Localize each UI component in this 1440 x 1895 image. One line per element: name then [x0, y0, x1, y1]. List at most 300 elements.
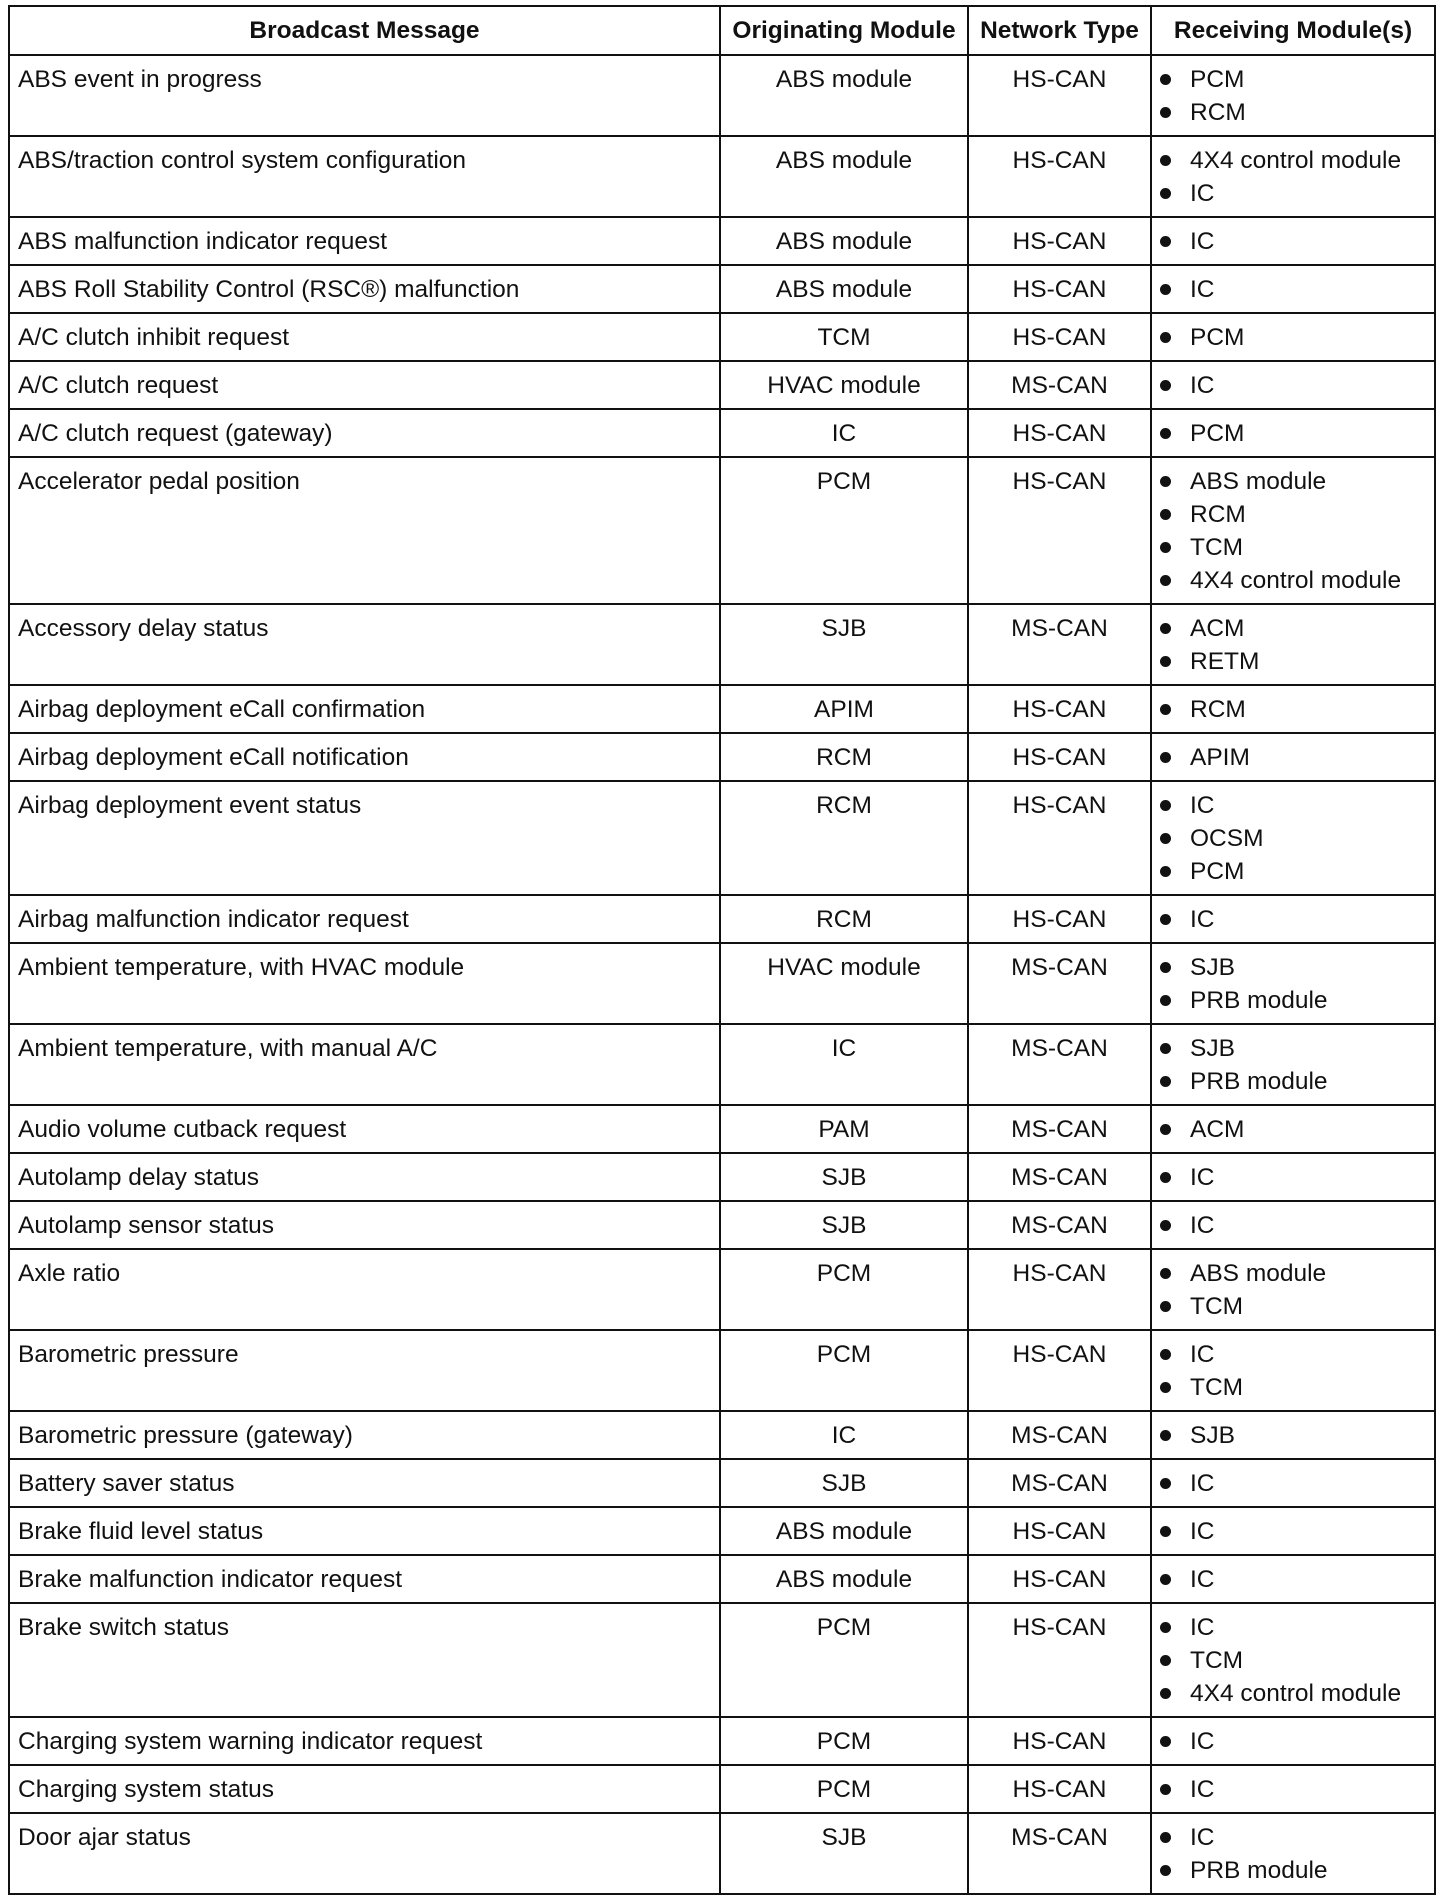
- bullet-icon: [1160, 575, 1171, 586]
- network-type-cell: HS-CAN: [968, 1555, 1151, 1603]
- table-row: [9, 361, 1435, 409]
- broadcast-message-cell: Accelerator pedal position: [9, 457, 720, 604]
- bullet-icon: [1160, 752, 1171, 763]
- receiving-module-label: RETM: [1190, 648, 1260, 675]
- table-row: [9, 1507, 1435, 1555]
- list-item: [1160, 1290, 1426, 1323]
- receiving-module-list: [1160, 693, 1426, 726]
- bullet-icon: [1160, 380, 1171, 391]
- network-type-cell: HS-CAN: [968, 1249, 1151, 1330]
- table-row: [9, 685, 1435, 733]
- list-item: [1160, 1338, 1426, 1371]
- receiving-module-list: [1160, 1161, 1426, 1194]
- receiving-module-list: [1160, 144, 1426, 210]
- network-type-cell: MS-CAN: [968, 1201, 1151, 1249]
- receiving-module-label: IC: [1190, 1614, 1215, 1641]
- table-row: [9, 136, 1435, 217]
- table-row: [9, 55, 1435, 136]
- receiving-module-label: PRB module: [1190, 1857, 1328, 1884]
- list-item: [1160, 564, 1426, 597]
- receiving-module-list: [1160, 1209, 1426, 1242]
- receiving-module-list: [1160, 1563, 1426, 1596]
- originating-module-cell: SJB: [720, 1153, 968, 1201]
- originating-module-cell: RCM: [720, 733, 968, 781]
- network-type-cell: HS-CAN: [968, 313, 1151, 361]
- receiving-module-label: PRB module: [1190, 987, 1328, 1014]
- receiving-module-label: 4X4 control module: [1190, 1680, 1402, 1707]
- bullet-icon: [1160, 866, 1171, 877]
- list-item: [1160, 177, 1426, 210]
- receiving-module-list: [1160, 321, 1426, 354]
- network-type-cell: MS-CAN: [968, 1153, 1151, 1201]
- bullet-icon: [1160, 1430, 1171, 1441]
- broadcast-message-cell: ABS malfunction indicator request: [9, 217, 720, 265]
- receiving-modules-cell: [1151, 1024, 1435, 1105]
- network-type-cell: MS-CAN: [968, 604, 1151, 685]
- bullet-icon: [1160, 1736, 1171, 1747]
- list-item: [1160, 1065, 1426, 1098]
- originating-module-cell: TCM: [720, 313, 968, 361]
- originating-module-cell: ABS module: [720, 265, 968, 313]
- receiving-module-label: ABS module: [1190, 468, 1327, 495]
- list-item: [1160, 1725, 1426, 1758]
- network-type-cell: HS-CAN: [968, 1330, 1151, 1411]
- bullet-icon: [1160, 1124, 1171, 1135]
- bullet-icon: [1160, 1688, 1171, 1699]
- broadcast-message-cell: Accessory delay status: [9, 604, 720, 685]
- receiving-module-label: PRB module: [1190, 1068, 1328, 1095]
- broadcast-message-cell: Airbag malfunction indicator request: [9, 895, 720, 943]
- receiving-module-label: IC: [1190, 1566, 1215, 1593]
- originating-module-cell: IC: [720, 1024, 968, 1105]
- list-item: [1160, 321, 1426, 354]
- bullet-icon: [1160, 428, 1171, 439]
- receiving-modules-cell: [1151, 217, 1435, 265]
- bullet-icon: [1160, 623, 1171, 634]
- bullet-icon: [1160, 1832, 1171, 1843]
- table-row: [9, 1603, 1435, 1717]
- receiving-module-label: IC: [1190, 1470, 1215, 1497]
- receiving-module-label: IC: [1190, 1518, 1215, 1545]
- originating-module-cell: HVAC module: [720, 361, 968, 409]
- receiving-module-list: [1160, 417, 1426, 450]
- bullet-icon: [1160, 1784, 1171, 1795]
- receiving-module-label: ACM: [1190, 615, 1245, 642]
- receiving-module-label: RCM: [1190, 99, 1246, 126]
- originating-module-cell: IC: [720, 1411, 968, 1459]
- originating-module-cell: PCM: [720, 457, 968, 604]
- bullet-icon: [1160, 1172, 1171, 1183]
- bullet-icon: [1160, 704, 1171, 715]
- list-item: [1160, 1821, 1426, 1854]
- receiving-module-label: OCSM: [1190, 825, 1264, 852]
- header-broadcast-message: Broadcast Message: [9, 6, 720, 55]
- receiving-module-label: IC: [1190, 372, 1215, 399]
- table-row: [9, 1105, 1435, 1153]
- receiving-module-list: [1160, 1515, 1426, 1548]
- bullet-icon: [1160, 1043, 1171, 1054]
- broadcast-message-cell: Ambient temperature, with HVAC module: [9, 943, 720, 1024]
- receiving-modules-cell: [1151, 265, 1435, 313]
- list-item: [1160, 1209, 1426, 1242]
- originating-module-cell: ABS module: [720, 1507, 968, 1555]
- network-type-cell: HS-CAN: [968, 895, 1151, 943]
- bullet-icon: [1160, 914, 1171, 925]
- bullet-icon: [1160, 284, 1171, 295]
- receiving-module-label: PCM: [1190, 858, 1245, 885]
- bullet-icon: [1160, 1622, 1171, 1633]
- originating-module-cell: ABS module: [720, 1555, 968, 1603]
- receiving-module-label: 4X4 control module: [1190, 567, 1402, 594]
- list-item: [1160, 1257, 1426, 1290]
- receiving-module-label: TCM: [1190, 534, 1244, 561]
- broadcast-message-cell: Barometric pressure (gateway): [9, 1411, 720, 1459]
- table-row: [9, 733, 1435, 781]
- broadcast-message-cell: Brake fluid level status: [9, 1507, 720, 1555]
- receiving-modules-cell: [1151, 1603, 1435, 1717]
- bullet-icon: [1160, 1382, 1171, 1393]
- bullet-icon: [1160, 155, 1171, 166]
- table-row: [9, 781, 1435, 895]
- receiving-modules-cell: [1151, 1507, 1435, 1555]
- receiving-modules-cell: [1151, 361, 1435, 409]
- list-item: [1160, 273, 1426, 306]
- broadcast-message-cell: Barometric pressure: [9, 1330, 720, 1411]
- receiving-module-label: TCM: [1190, 1293, 1244, 1320]
- receiving-module-label: RCM: [1190, 501, 1246, 528]
- table-row: [9, 1201, 1435, 1249]
- receiving-modules-cell: [1151, 1249, 1435, 1330]
- receiving-module-label: IC: [1190, 906, 1215, 933]
- broadcast-message-cell: Axle ratio: [9, 1249, 720, 1330]
- network-type-cell: MS-CAN: [968, 1411, 1151, 1459]
- receiving-modules-cell: [1151, 136, 1435, 217]
- originating-module-cell: ABS module: [720, 136, 968, 217]
- bullet-icon: [1160, 833, 1171, 844]
- receiving-modules-cell: [1151, 895, 1435, 943]
- table-row: [9, 1153, 1435, 1201]
- network-type-cell: HS-CAN: [968, 409, 1151, 457]
- table-row: [9, 604, 1435, 685]
- bullet-icon: [1160, 1478, 1171, 1489]
- receiving-module-list: [1160, 225, 1426, 258]
- receiving-module-list: [1160, 1467, 1426, 1500]
- originating-module-cell: SJB: [720, 1813, 968, 1894]
- broadcast-message-cell: Audio volume cutback request: [9, 1105, 720, 1153]
- broadcast-message-cell: Brake malfunction indicator request: [9, 1555, 720, 1603]
- bullet-icon: [1160, 1301, 1171, 1312]
- list-item: [1160, 369, 1426, 402]
- bullet-icon: [1160, 1349, 1171, 1360]
- network-type-cell: HS-CAN: [968, 781, 1151, 895]
- list-item: [1160, 1611, 1426, 1644]
- receiving-module-list: [1160, 63, 1426, 129]
- list-item: [1160, 1371, 1426, 1404]
- receiving-module-list: [1160, 1113, 1426, 1146]
- originating-module-cell: PCM: [720, 1249, 968, 1330]
- broadcast-message-cell: ABS event in progress: [9, 55, 720, 136]
- broadcast-message-cell: A/C clutch request (gateway): [9, 409, 720, 457]
- list-item: [1160, 63, 1426, 96]
- receiving-module-label: IC: [1190, 1824, 1215, 1851]
- receiving-module-label: ABS module: [1190, 1260, 1327, 1287]
- list-item: [1160, 1563, 1426, 1596]
- receiving-module-label: IC: [1190, 792, 1215, 819]
- header-row: [9, 6, 1435, 55]
- receiving-modules-cell: [1151, 409, 1435, 457]
- list-item: [1160, 1032, 1426, 1065]
- table-row: [9, 1411, 1435, 1459]
- receiving-module-list: [1160, 1257, 1426, 1323]
- bullet-icon: [1160, 542, 1171, 553]
- list-item: [1160, 693, 1426, 726]
- receiving-module-list: [1160, 1725, 1426, 1758]
- receiving-module-list: [1160, 951, 1426, 1017]
- bullet-icon: [1160, 1655, 1171, 1666]
- network-type-cell: HS-CAN: [968, 1765, 1151, 1813]
- network-type-cell: HS-CAN: [968, 55, 1151, 136]
- bullet-icon: [1160, 236, 1171, 247]
- originating-module-cell: HVAC module: [720, 943, 968, 1024]
- receiving-module-label: PCM: [1190, 324, 1245, 351]
- receiving-modules-cell: [1151, 55, 1435, 136]
- list-item: [1160, 225, 1426, 258]
- receiving-module-list: [1160, 789, 1426, 888]
- list-item: [1160, 903, 1426, 936]
- list-item: [1160, 1467, 1426, 1500]
- receiving-modules-cell: [1151, 781, 1435, 895]
- receiving-module-label: SJB: [1190, 954, 1235, 981]
- list-item: [1160, 741, 1426, 774]
- list-item: [1160, 417, 1426, 450]
- receiving-module-label: TCM: [1190, 1647, 1244, 1674]
- broadcast-message-cell: ABS/traction control system configuration: [9, 136, 720, 217]
- bullet-icon: [1160, 476, 1171, 487]
- table-body: [9, 55, 1435, 1894]
- originating-module-cell: PCM: [720, 1603, 968, 1717]
- receiving-module-label: IC: [1190, 1341, 1215, 1368]
- receiving-module-label: PCM: [1190, 66, 1245, 93]
- network-type-cell: MS-CAN: [968, 1459, 1151, 1507]
- list-item: [1160, 144, 1426, 177]
- header-network-type: Network Type: [968, 6, 1151, 55]
- broadcast-message-cell: Battery saver status: [9, 1459, 720, 1507]
- bullet-icon: [1160, 962, 1171, 973]
- originating-module-cell: SJB: [720, 604, 968, 685]
- receiving-modules-cell: [1151, 1201, 1435, 1249]
- broadcast-message-cell: Autolamp delay status: [9, 1153, 720, 1201]
- table-row: [9, 1717, 1435, 1765]
- broadcast-message-cell: A/C clutch request: [9, 361, 720, 409]
- network-type-cell: MS-CAN: [968, 1024, 1151, 1105]
- bullet-icon: [1160, 332, 1171, 343]
- originating-module-cell: APIM: [720, 685, 968, 733]
- receiving-modules-cell: [1151, 1813, 1435, 1894]
- bullet-icon: [1160, 509, 1171, 520]
- receiving-module-list: [1160, 1611, 1426, 1710]
- list-item: [1160, 531, 1426, 564]
- list-item: [1160, 1644, 1426, 1677]
- list-item: [1160, 822, 1426, 855]
- list-item: [1160, 465, 1426, 498]
- receiving-modules-cell: [1151, 1459, 1435, 1507]
- broadcast-message-cell: Airbag deployment event status: [9, 781, 720, 895]
- table-row: [9, 943, 1435, 1024]
- receiving-modules-cell: [1151, 1717, 1435, 1765]
- list-item: [1160, 1419, 1426, 1452]
- list-item: [1160, 96, 1426, 129]
- broadcast-message-cell: A/C clutch inhibit request: [9, 313, 720, 361]
- network-type-cell: HS-CAN: [968, 217, 1151, 265]
- bullet-icon: [1160, 1526, 1171, 1537]
- receiving-module-label: ACM: [1190, 1116, 1245, 1143]
- table-row: [9, 409, 1435, 457]
- originating-module-cell: IC: [720, 409, 968, 457]
- receiving-modules-cell: [1151, 604, 1435, 685]
- list-item: [1160, 645, 1426, 678]
- list-item: [1160, 1161, 1426, 1194]
- list-item: [1160, 855, 1426, 888]
- table-row: [9, 313, 1435, 361]
- table-row: [9, 457, 1435, 604]
- receiving-module-list: [1160, 273, 1426, 306]
- list-item: [1160, 1677, 1426, 1710]
- table-row: [9, 1024, 1435, 1105]
- receiving-modules-cell: [1151, 457, 1435, 604]
- receiving-module-list: [1160, 1338, 1426, 1404]
- list-item: [1160, 1515, 1426, 1548]
- receiving-module-list: [1160, 1821, 1426, 1887]
- table-row: [9, 1765, 1435, 1813]
- receiving-module-label: IC: [1190, 1776, 1215, 1803]
- receiving-module-label: IC: [1190, 1212, 1215, 1239]
- originating-module-cell: SJB: [720, 1459, 968, 1507]
- receiving-modules-cell: [1151, 1765, 1435, 1813]
- network-type-cell: MS-CAN: [968, 943, 1151, 1024]
- receiving-module-list: [1160, 1032, 1426, 1098]
- originating-module-cell: RCM: [720, 895, 968, 943]
- receiving-modules-cell: [1151, 1411, 1435, 1459]
- list-item: [1160, 1113, 1426, 1146]
- originating-module-cell: SJB: [720, 1201, 968, 1249]
- network-type-cell: HS-CAN: [968, 733, 1151, 781]
- receiving-modules-cell: [1151, 1330, 1435, 1411]
- network-type-cell: HS-CAN: [968, 1603, 1151, 1717]
- broadcast-message-cell: Autolamp sensor status: [9, 1201, 720, 1249]
- receiving-module-label: PCM: [1190, 420, 1245, 447]
- receiving-module-label: IC: [1190, 276, 1215, 303]
- receiving-module-label: IC: [1190, 228, 1215, 255]
- receiving-module-label: 4X4 control module: [1190, 147, 1402, 174]
- bullet-icon: [1160, 1865, 1171, 1876]
- bullet-icon: [1160, 800, 1171, 811]
- receiving-modules-cell: [1151, 943, 1435, 1024]
- broadcast-message-cell: Charging system warning indicator request: [9, 1717, 720, 1765]
- originating-module-cell: PCM: [720, 1765, 968, 1813]
- broadcast-message-cell: Airbag deployment eCall notification: [9, 733, 720, 781]
- bullet-icon: [1160, 1574, 1171, 1585]
- bullet-icon: [1160, 1220, 1171, 1231]
- bullet-icon: [1160, 74, 1171, 85]
- bullet-icon: [1160, 188, 1171, 199]
- receiving-module-list: [1160, 465, 1426, 597]
- receiving-modules-cell: [1151, 685, 1435, 733]
- receiving-module-label: RCM: [1190, 696, 1246, 723]
- receiving-module-list: [1160, 612, 1426, 678]
- list-item: [1160, 984, 1426, 1017]
- receiving-module-label: TCM: [1190, 1374, 1244, 1401]
- broadcast-message-cell: Door ajar status: [9, 1813, 720, 1894]
- broadcast-message-cell: Brake switch status: [9, 1603, 720, 1717]
- list-item: [1160, 1854, 1426, 1887]
- list-item: [1160, 789, 1426, 822]
- receiving-module-list: [1160, 741, 1426, 774]
- receiving-module-label: IC: [1190, 180, 1215, 207]
- originating-module-cell: PCM: [720, 1330, 968, 1411]
- network-type-cell: HS-CAN: [968, 457, 1151, 604]
- table-row: [9, 1813, 1435, 1894]
- receiving-modules-cell: [1151, 313, 1435, 361]
- table-row: [9, 265, 1435, 313]
- receiving-module-label: APIM: [1190, 744, 1250, 771]
- bullet-icon: [1160, 995, 1171, 1006]
- list-item: [1160, 951, 1426, 984]
- network-type-cell: MS-CAN: [968, 1813, 1151, 1894]
- table-row: [9, 217, 1435, 265]
- table-row: [9, 1330, 1435, 1411]
- bullet-icon: [1160, 1076, 1171, 1087]
- receiving-modules-cell: [1151, 1153, 1435, 1201]
- network-type-cell: HS-CAN: [968, 685, 1151, 733]
- receiving-module-list: [1160, 369, 1426, 402]
- receiving-module-list: [1160, 1419, 1426, 1452]
- broadcast-message-cell: Ambient temperature, with manual A/C: [9, 1024, 720, 1105]
- receiving-modules-cell: [1151, 733, 1435, 781]
- network-type-cell: HS-CAN: [968, 136, 1151, 217]
- network-type-cell: MS-CAN: [968, 1105, 1151, 1153]
- network-type-cell: HS-CAN: [968, 265, 1151, 313]
- broadcast-message-table: [8, 5, 1436, 1895]
- network-type-cell: HS-CAN: [968, 1507, 1151, 1555]
- receiving-module-label: SJB: [1190, 1422, 1235, 1449]
- broadcast-message-cell: ABS Roll Stability Control (RSC®) malfunction: [9, 265, 720, 313]
- bullet-icon: [1160, 107, 1171, 118]
- table-row: [9, 1459, 1435, 1507]
- header-receiving-modules: Receiving Module(s): [1151, 6, 1435, 55]
- receiving-module-label: IC: [1190, 1728, 1215, 1755]
- originating-module-cell: PAM: [720, 1105, 968, 1153]
- table-header: [9, 6, 1435, 55]
- header-originating-module: Originating Module: [720, 6, 968, 55]
- bullet-icon: [1160, 656, 1171, 667]
- broadcast-message-cell: Airbag deployment eCall confirmation: [9, 685, 720, 733]
- broadcast-message-cell: Charging system status: [9, 1765, 720, 1813]
- originating-module-cell: ABS module: [720, 217, 968, 265]
- receiving-modules-cell: [1151, 1105, 1435, 1153]
- originating-module-cell: RCM: [720, 781, 968, 895]
- receiving-module-label: IC: [1190, 1164, 1215, 1191]
- bullet-icon: [1160, 1268, 1171, 1279]
- receiving-module-label: SJB: [1190, 1035, 1235, 1062]
- table-row: [9, 1249, 1435, 1330]
- originating-module-cell: ABS module: [720, 55, 968, 136]
- table-row: [9, 895, 1435, 943]
- list-item: [1160, 1773, 1426, 1806]
- receiving-module-list: [1160, 903, 1426, 936]
- list-item: [1160, 498, 1426, 531]
- originating-module-cell: PCM: [720, 1717, 968, 1765]
- receiving-module-list: [1160, 1773, 1426, 1806]
